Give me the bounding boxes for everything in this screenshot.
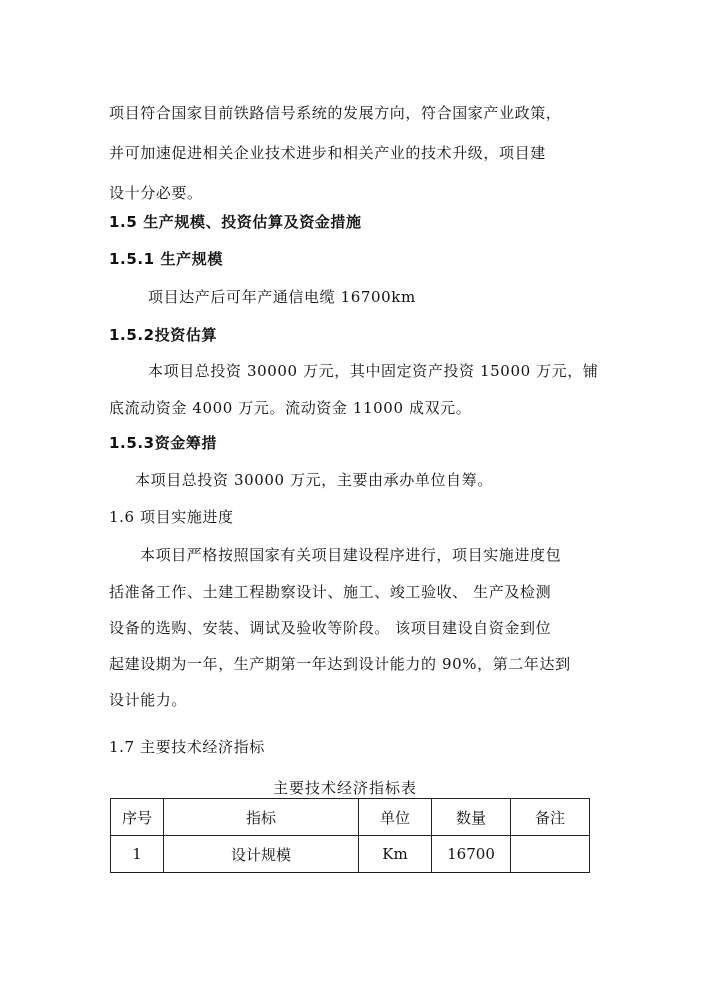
progress-line-4: 起建设期为一年，生产期第一年达到设计能力的 90%，第二年达到 — [109, 655, 571, 673]
cell-index: 1 — [111, 836, 164, 873]
progress-line-1: 本项目严格按照国家有关项目建设程序进行，项目实施进度包 — [140, 546, 562, 564]
invest-line-2: 底流动资金 4000 万元。流动资金 11000 成双元。 — [109, 399, 472, 417]
section-heading-1-7: 1.7 主要技术经济指标 — [109, 738, 265, 756]
cell-indicator: 设计规模 — [164, 836, 359, 873]
section-heading-1-5-3: 1.5.3资金筹措 — [109, 434, 218, 452]
intro-line-3: 设十分必要。 — [109, 184, 203, 202]
progress-line-3: 设备的选购、安装、调试及验收等阶段。 该项目建设自资金到位 — [109, 619, 552, 637]
invest-line-1: 本项目总投资 30000 万元，其中固定资产投资 15000 万元，铺 — [148, 362, 599, 380]
scale-text: 项目达产后可年产通信电缆 16700km — [148, 288, 416, 306]
header-cell-quantity: 数量 — [432, 799, 511, 836]
section-heading-1-5: 1.5 生产规模、投资估算及资金措施 — [109, 213, 362, 231]
section-heading-1-6: 1.6 项目实施进度 — [109, 508, 234, 526]
indicator-table — [110, 798, 590, 873]
cell-quantity: 16700 — [432, 836, 511, 873]
cell-remarks — [511, 836, 590, 873]
cell-unit: Km — [359, 836, 432, 873]
header-cell-remarks: 备注 — [511, 799, 590, 836]
header-cell-indicator: 指标 — [164, 799, 359, 836]
intro-line-2: 并可加速促进相关企业技术进步和相关产业的技术升级，项目建 — [109, 144, 546, 162]
header-cell-index: 序号 — [111, 799, 164, 836]
table-title: 主要技术经济指标表 — [273, 779, 418, 797]
table-row — [111, 836, 590, 873]
header-cell-unit: 单位 — [359, 799, 432, 836]
progress-line-5: 设计能力。 — [109, 691, 188, 709]
funding-text: 本项目总投资 30000 万元，主要由承办单位自筹。 — [135, 471, 493, 489]
progress-line-2: 括准备工作、土建工程勘察设计、施工、竣工验收、 生产及检测 — [109, 583, 552, 601]
section-heading-1-5-2: 1.5.2投资估算 — [109, 326, 218, 344]
intro-line-1: 项目符合国家目前铁路信号系统的发展方向，符合国家产业政策， — [109, 104, 562, 122]
section-heading-1-5-1: 1.5.1 生产规模 — [109, 250, 223, 268]
table-header-row — [111, 799, 590, 836]
